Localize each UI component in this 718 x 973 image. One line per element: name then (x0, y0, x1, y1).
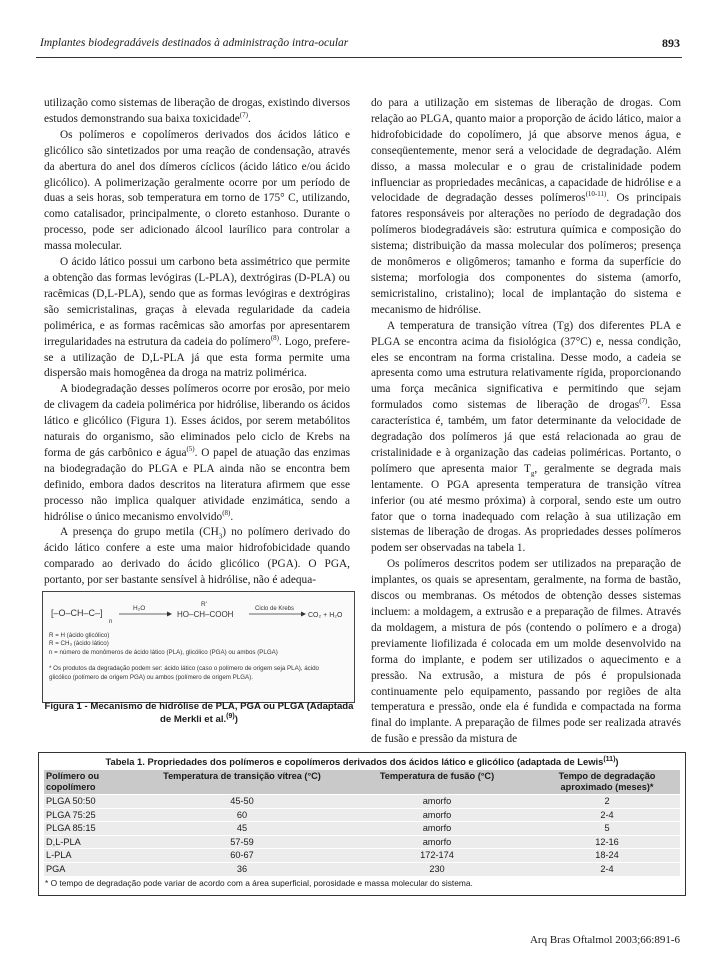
note-line: R = CH₃ (ácido lático) (49, 640, 109, 648)
table-cell: PLGA 85:15 (44, 822, 144, 836)
table-cell: amorfo (340, 822, 534, 836)
paragraph: A biodegradação desses polímeros ocorre por erosão, por meio de clivagem da cadeia polimérica por hidrólise, liberando os ácidos lático e glicólico (Figura 1). Esses ácidos, por serem metabólitos naturais do organismo, são eliminados pelo ciclo de Krebs na forma de gás carbônico e água$^{(5)}$. O papel de atuação das enzimas na biodegradação do PLGA e PLA ainda não se encontra bem definido, embora dados descritos na literatura afirmem que esse processo não implica qualquer atividade enzimática, sendo a hidrólise o único mecanismo envolvido$^{(8)}$. (44, 383, 350, 523)
table-footnote: * O tempo de degradação pode variar de acordo com a área superficial, porosidade e massa molecular do sistema. (45, 877, 473, 888)
note-line: * Os produtos da degradação podem ser: ácido lático (caso o polímero de origem seja PLA), ácido (49, 665, 319, 673)
table-cell: 172-174 (340, 849, 534, 863)
table-cell: 36 (144, 862, 340, 875)
right-column (371, 96, 681, 748)
table-cell: PLGA 75:25 (44, 808, 144, 822)
table-row (44, 835, 680, 849)
properties-table (44, 770, 680, 876)
running-title: Implantes biodegradáveis destinados à administração intra-ocular (40, 37, 349, 49)
table-cell: L-PLA (44, 849, 144, 863)
paragraph: Os polímeros e copolímeros derivados dos ácidos lático e glicólico são sintetizados por uma reação de condensação, através da abertura do anel dos dímeros cíclicos (ácido lático e/ou ácido glicólico). A polimerização geralmente ocorre por um período de duas a seis horas, sob temperatura em torno de 175° C, utilizando, como catalisador, principalmente, o cloreto estanhoso. Durante o processo, pode ser adicionado álcool laurílico para controlar a massa molecular. (44, 128, 350, 253)
table-cell: 230 (340, 862, 534, 875)
table-cell: 12-16 (534, 835, 680, 849)
table-cell: 2 (534, 795, 680, 809)
table-cell: 57-59 (144, 835, 340, 849)
column-header: Polímero ou copolímero (44, 770, 144, 795)
table-cell: amorfo (340, 795, 534, 809)
column-header: Tempo de degradação aproximado (meses)* (534, 770, 680, 795)
table-cell: 60 (144, 808, 340, 822)
paragraph: utilização como sistemas de liberação de drogas, existindo diversos estudos demonstrando sua baixa toxicidade$^{(7)}$. (44, 97, 350, 125)
table-row (44, 862, 680, 875)
figure-1 (42, 591, 355, 703)
table-row (44, 822, 680, 836)
paragraph: do para a utilização em sistemas de liberação de drogas. Com relação ao PLGA, quanto maior a proporção de ácido lático, maior a hidrofobicidade do copolímero, já que absorve menos água, e conseqüentemente, menor será a velocidade de degradação. Além disso, a massa molecular e o grau de cristalinidade podem influenciar as propriedades mecânicas, a capacidade de hidrólise e a velocidade de degradação desses polímeros$^{(10-11)}$. Os principais fatores responsáveis por alterações no período de degradação dos polímeros biodegradáveis são: estrutura química e composição do sistema; distribuição da massa molecular dos polímeros; presença de monômeros e oligômeros; tamanho e forma da superfície do sistema; morfologia dos componentes do sistema (amorfo, semicristalino, cristalino); local de implantação do sistema e mecanismo de hidrólise. (371, 97, 681, 316)
note-line (49, 657, 349, 665)
header-rule (36, 57, 682, 58)
table-cell: 60-67 (144, 849, 340, 863)
table-cell: 18-24 (534, 849, 680, 863)
table-cell: 45-50 (144, 795, 340, 809)
page-number: 893 (662, 36, 680, 50)
svg-text:[–O–CH–C–]: [–O–CH–C–] (51, 608, 103, 618)
column-header: Temperatura de transição vítrea (°C) (144, 770, 340, 795)
table-cell: amorfo (340, 808, 534, 822)
figure-notes (49, 632, 349, 682)
left-column (44, 96, 350, 589)
note-line: R = H (ácido glicólico) (49, 632, 110, 639)
table-cell: 2-4 (534, 862, 680, 875)
table-row (44, 808, 680, 822)
table-row (44, 795, 680, 809)
paragraph: A temperatura de transição vítrea (Tg) dos diferentes PLA e PLGA se encontra acima da fisiológica (37°C) e, nessa condição, eles se encontram na forma cristalina. Desse modo, a cadeia se apresenta como uma estrutura relativamente rígida, proporcionando uma força mecânica significativa e permitindo que sejam formulados como sistemas de liberação de drogas$^{(7)}$. Essa característica é, também, um fator determinante da velocidade de degradação dos polímeros já que está relacionada ao grau de cristalinidade e à organização das cadeias poliméricas. Portanto, o polímero que apresenta maior $T_g$, geralmente se degrada mais lentamente. O PGA apresenta temperatura de transição vítrea inferior (ou até mesmo próxima) à corporal, sendo este um outro fator que o torna inadequado com relação à sua utilização em sistemas de liberação de drogas. As propriedades desses polímeros podem ser observadas na tabela 1. (371, 319, 682, 555)
table-cell: 2-4 (534, 808, 680, 822)
table-1 (38, 752, 686, 896)
journal-citation: Arq Bras Oftalmol 2003;66:891-6 (529, 934, 680, 946)
paragraph: A presença do grupo metila $(CH_3)$ no polímero derivado do ácido lático confere a este uma maior hidrofobicidade quando comparado ao derivado do ácido glicólico (PGA). O PGA, portanto, por ser bastante sensível à hidrólise, não é adequa- (44, 526, 350, 587)
table-cell: amorfo (340, 835, 534, 849)
note-line: n = número de monômeros de ácido lático (PLA), glicólico (PGA) ou ambos (PLGA) (49, 648, 278, 656)
paragraph: O ácido lático possui um carbono beta assimétrico que permite a obtenção das formas levógiras (L-PLA), dextrógiras (D-PLA) ou racêmicas (D,L-PLA), sendo que as formas levógiras e dextrógiras são semicristalinas, graças à elevada regularidade da cadeia polimérica, e as formas racêmicas são amorfas por apresentarem irregularidades na estrutura da cadeia do polímero$^{(8)}$. Logo, prefere-se a utilização de D,L-PLA já que esta forma permite uma dispersão mais homogênea da droga na matriz polimérica. (44, 256, 350, 380)
figure-caption: Figura 1 - Mecanismo de hidrólise de PLA, PGA ou PLGA (Adaptada de Merkli et al.$^{(9)}$) (44, 701, 354, 725)
table-cell: 45 (144, 822, 340, 836)
paragraph: Os polímeros descritos podem ser utilizados na preparação de implantes, os quais se apresentam, geralmente, na forma de bastão, discos ou membranas. Os métodos de obtenção desses sistemas incluem: a moldagem, a extrusão e a preparação de filmes. Através da moldagem, a mistura de pós (contendo o polímero e a droga) previamente liofilizada é colocada em um molde desenvolvido na forma do implante, e podem ser utilizados o aquecimento e a pressão. Na extrusão, a mistura de pós é propulsionada continuamente pelo equipamento, passando por regiões de alta temperatura e pressão, onde ela é fundida e compactada na forma final do implante. A preparação de filmes pode ser realizada através de fusão e pressão da mistura de (371, 558, 681, 746)
final-products: CO₂ + H₂O (308, 612, 343, 619)
cycle-label: Ciclo de Krebs (255, 606, 295, 612)
substituent-label: R' (201, 601, 207, 608)
table-cell: 5 (534, 822, 680, 836)
table-title: Tabela 1. Propriedades dos polímeros e copolímeros derivados dos ácidos lático e glicólico (adaptada de Lewis$^{(11)}$) (105, 755, 619, 767)
column-header: Temperatura de fusão (°C) (340, 770, 534, 795)
table-cell: PGA (44, 862, 144, 875)
table-cell: D,L-PLA (44, 835, 144, 849)
product-label: HO–CH–COOH (177, 610, 234, 619)
table-row (44, 849, 680, 863)
svg-text:n: n (109, 619, 113, 625)
table-cell: PLGA 50:50 (44, 795, 144, 809)
table-header-row (44, 770, 680, 795)
note-line: glicólico (polímero de origem PGA) ou ambos (polímero de origem PLGA). (49, 673, 253, 681)
reaction-scheme (49, 598, 345, 630)
reagent-label: H₂O (133, 605, 146, 612)
